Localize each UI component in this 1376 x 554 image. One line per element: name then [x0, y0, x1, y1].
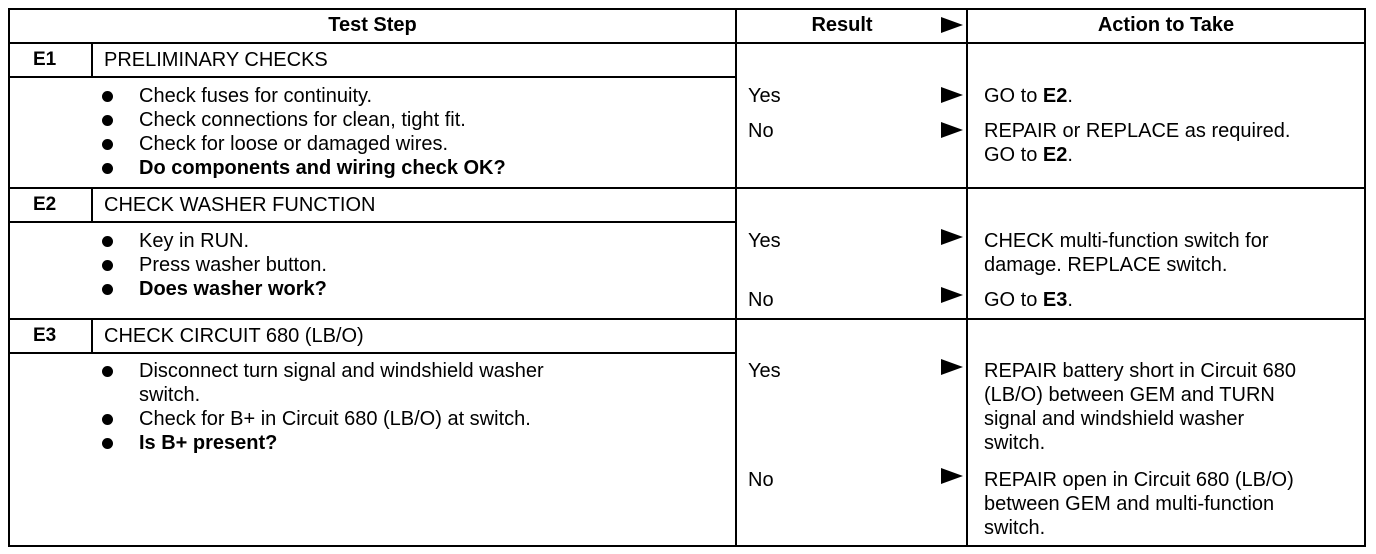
action-e2-yes-line-1: CHECK multi-function switch for: [984, 230, 1269, 252]
bullet-icon: [102, 284, 113, 295]
arrow-icon: [941, 287, 963, 303]
table-border-right: [1364, 8, 1366, 547]
step-e3-bullet-1-cont: switch.: [139, 384, 201, 406]
arrow-icon: [941, 359, 963, 375]
result-e2-yes: Yes: [748, 230, 781, 252]
step-title-e1: PRELIMINARY CHECKS: [104, 49, 328, 71]
arrow-icon: [941, 229, 963, 245]
arrow-icon: [941, 87, 963, 103]
action-e2-no: GO to E3.: [984, 289, 1073, 311]
action-e3-yes-line-4: switch.: [984, 432, 1046, 454]
step-code-e1: E1: [33, 49, 57, 70]
bullet-icon: [102, 139, 113, 150]
step-code-e3: E3: [33, 325, 57, 346]
step-e3-bullet-1: Disconnect turn signal and windshield washer: [139, 360, 544, 382]
table-border-top: [8, 8, 1366, 10]
action-e3-no-line-1: REPAIR open in Circuit 680 (LB/O): [984, 469, 1294, 491]
header-rule: [8, 42, 1366, 44]
result-e1-no: No: [748, 120, 774, 142]
bullet-icon: [102, 163, 113, 174]
action-e3-yes-line-1: REPAIR battery short in Circuit 680: [984, 360, 1296, 382]
title-rule-e1: [8, 76, 737, 78]
action-e1-no-line-2: GO to E2.: [984, 144, 1073, 166]
step-e3-bullet-3: Is B+ present?: [139, 432, 278, 454]
title-rule-e2: [8, 221, 737, 223]
divider-result-action: [966, 8, 968, 547]
step-e1-bullet-1: Check fuses for continuity.: [139, 85, 373, 107]
action-e3-yes-line-2: (LB/O) between GEM and TURN: [984, 384, 1275, 406]
action-e1-no-line-1: REPAIR or REPLACE as required.: [984, 120, 1291, 142]
bullet-icon: [102, 414, 113, 425]
bullet-icon: [102, 438, 113, 449]
step-e2-bullet-3: Does washer work?: [139, 278, 327, 300]
bullet-icon: [102, 260, 113, 271]
action-e3-yes-line-3: signal and windshield washer: [984, 408, 1245, 430]
result-e3-no: No: [748, 469, 774, 491]
action-e2-yes-line-2: damage. REPLACE switch.: [984, 254, 1228, 276]
arrow-icon: [941, 468, 963, 484]
table-border-left: [8, 8, 10, 547]
bullet-icon: [102, 236, 113, 247]
header-test-step: Test Step: [328, 14, 417, 36]
step-e3-bullet-2: Check for B+ in Circuit 680 (LB/O) at switch.: [139, 408, 531, 430]
result-e3-yes: Yes: [748, 360, 781, 382]
code-divider-e2: [91, 187, 93, 223]
action-e3-no-line-2: between GEM and multi-function: [984, 493, 1275, 515]
action-e3-no-line-3: switch.: [984, 517, 1046, 539]
step-separator-e1-e2: [8, 187, 1366, 189]
step-code-e2: E2: [33, 194, 57, 215]
bullet-icon: [102, 366, 113, 377]
step-title-e2: CHECK WASHER FUNCTION: [104, 194, 376, 216]
result-e1-yes: Yes: [748, 85, 781, 107]
result-e2-no: No: [748, 289, 774, 311]
bullet-icon: [102, 115, 113, 126]
code-divider-e1: [91, 42, 93, 78]
table-border-bottom: [8, 545, 1366, 547]
bullet-icon: [102, 91, 113, 102]
arrow-icon: [941, 122, 963, 138]
header-arrow-icon: [941, 17, 963, 33]
step-e1-bullet-4: Do components and wiring check OK?: [139, 157, 506, 179]
step-e2-bullet-1: Key in RUN.: [139, 230, 250, 252]
action-e1-yes: GO to E2.: [984, 85, 1073, 107]
header-action: Action to Take: [1097, 14, 1235, 36]
step-e2-bullet-2: Press washer button.: [139, 254, 327, 276]
title-rule-e3: [8, 352, 737, 354]
header-result: Result: [811, 14, 873, 36]
step-e1-bullet-2: Check connections for clean, tight fit.: [139, 109, 466, 131]
step-e1-bullet-3: Check for loose or damaged wires.: [139, 133, 449, 155]
step-title-e3: CHECK CIRCUIT 680 (LB/O): [104, 325, 364, 347]
step-separator-e2-e3: [8, 318, 1366, 320]
divider-test-result: [735, 8, 737, 547]
code-divider-e3: [91, 318, 93, 354]
